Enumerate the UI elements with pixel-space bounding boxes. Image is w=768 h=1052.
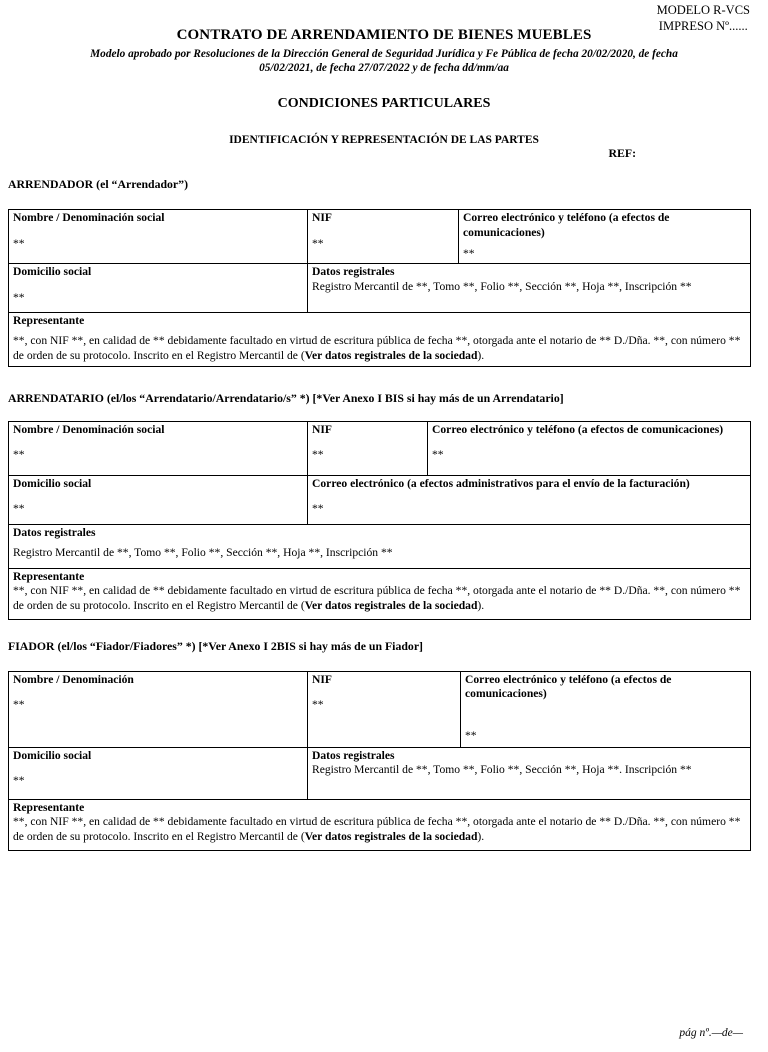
arrendatario-name-cell bbox=[9, 421, 308, 475]
arrendatario-name-value[interactable]: ** bbox=[13, 448, 25, 462]
model-code: MODELO R-VCS bbox=[656, 3, 750, 17]
arrendador-address-cell bbox=[9, 264, 308, 313]
table-row bbox=[9, 799, 751, 850]
fiador-rep-text-part2: ). bbox=[477, 829, 485, 843]
fiador-representative-text bbox=[13, 815, 747, 845]
arrendador-representative-text bbox=[13, 334, 747, 364]
arrendatario-rep-text-part1: **, con NIF **, en calidad de ** debidamente facultado en virtud de escritura pública de fecha **, otorgada ante el notario de ** D./Dña. **, con número ** de orden de su protocolo. Inscrito en el Registro Mercantil de ( bbox=[13, 584, 741, 612]
arrendatario-billing-email-label: Correo electrónico (a efectos administrativos para el envío de la facturación) bbox=[312, 476, 690, 490]
table-row bbox=[9, 264, 751, 313]
fiador-address-label: Domicilio social bbox=[13, 748, 92, 762]
subsection-title: IDENTIFICACIÓN Y REPRESENTACIÓN DE LAS PARTES bbox=[229, 134, 539, 147]
table-row bbox=[9, 747, 751, 799]
arrendatario-address-value[interactable]: ** bbox=[13, 502, 25, 516]
fiador-name-cell bbox=[9, 671, 308, 747]
table-row bbox=[9, 671, 751, 747]
fiador-name-label: Nombre / Denominación bbox=[13, 672, 134, 686]
arrendador-nif-cell bbox=[308, 210, 459, 264]
arrendatario-nif-cell bbox=[308, 421, 428, 475]
arrendatario-nif-label: NIF bbox=[312, 422, 332, 436]
arrendador-email-cell bbox=[459, 210, 751, 264]
arrendatario-address-cell bbox=[9, 475, 308, 524]
arrendatario-name-label: Nombre / Denominación social bbox=[13, 422, 165, 436]
arrendatario-email-cell bbox=[428, 421, 751, 475]
fiador-email-label: Correo electrónico y teléfono (a efectos de comunicaciones) bbox=[465, 672, 672, 701]
arrendatario-registry-cell bbox=[9, 524, 751, 568]
arrendador-rep-text-bold: Ver datos registrales de la sociedad bbox=[304, 348, 478, 362]
section-title: CONDICIONES PARTICULARES bbox=[277, 96, 491, 112]
arrendador-nif-value[interactable]: ** bbox=[312, 237, 324, 250]
arrendador-heading: ARRENDADOR (el “Arrendador”) bbox=[8, 177, 188, 192]
arrendador-address-value[interactable]: ** bbox=[13, 291, 25, 304]
fiador-address-cell bbox=[9, 747, 308, 799]
fiador-email-value[interactable]: ** bbox=[465, 728, 477, 742]
fiador-nif-cell bbox=[308, 671, 461, 747]
arrendador-address-label: Domicilio social bbox=[13, 265, 92, 279]
document-title: CONTRATO DE ARRENDAMIENTO DE BIENES MUEBLES bbox=[176, 27, 592, 43]
arrendatario-rep-text-bold: Ver datos registrales de la sociedad bbox=[304, 598, 478, 612]
fiador-rep-text-part1: **, con NIF **, en calidad de ** debidamente facultado en virtud de escritura pública de fecha **, otorgada ante el notario de ** D./Dña. **, con número ** de orden de su protocolo. Inscrito en el Registro Mercantil de ( bbox=[13, 815, 741, 843]
arrendador-heading-row bbox=[0, 146, 768, 192]
table-row bbox=[9, 524, 751, 568]
arrendador-nif-label: NIF bbox=[312, 211, 332, 225]
model-identifier-block bbox=[657, 3, 750, 34]
arrendador-registry-cell bbox=[308, 264, 751, 313]
page-footer: pág nº.—de— bbox=[679, 1027, 743, 1039]
document-subtitle: Modelo aprobado por Resoluciones de la Dirección General de Seguridad Jurídica y Fe Pública de fecha 20/02/2020, de fecha 05/02/2021, de fecha 27/07/2022 y de fecha dd/mm/aa bbox=[90, 48, 678, 75]
fiador-table bbox=[8, 671, 751, 851]
arrendador-table bbox=[8, 209, 751, 366]
arrendatario-representative-text bbox=[13, 584, 747, 614]
arrendatario-nif-value[interactable]: ** bbox=[312, 448, 324, 462]
fiador-representative-cell bbox=[9, 799, 751, 850]
arrendador-representative-cell bbox=[9, 313, 751, 366]
arrendatario-table bbox=[8, 421, 751, 620]
fiador-heading: FIADOR (el/los “Fiador/Fiadores” *) [*Ver Anexo I 2BIS si hay más de un Fiador] bbox=[8, 638, 423, 653]
table-row bbox=[9, 421, 751, 475]
arrendador-email-value[interactable]: ** bbox=[463, 246, 475, 260]
fiador-representative-label: Representante bbox=[13, 800, 85, 814]
fiador-address-value[interactable]: ** bbox=[13, 774, 25, 788]
arrendador-name-value[interactable]: ** bbox=[13, 237, 25, 250]
fiador-email-cell bbox=[461, 671, 751, 747]
arrendador-name-cell bbox=[9, 210, 308, 264]
arrendador-rep-text-part2: ). bbox=[477, 348, 485, 362]
table-row bbox=[9, 210, 751, 264]
arrendador-registry-label: Datos registrales bbox=[312, 265, 395, 279]
arrendador-name-label: Nombre / Denominación social bbox=[13, 211, 165, 225]
arrendatario-representative-cell bbox=[9, 568, 751, 619]
arrendatario-rep-text-part2: ). bbox=[477, 598, 485, 612]
impreso-number: IMPRESO Nº...... bbox=[658, 18, 748, 33]
arrendatario-representative-label: Representante bbox=[13, 569, 85, 583]
fiador-registry-label: Datos registrales bbox=[312, 748, 395, 762]
arrendador-email-label: Correo electrónico y teléfono (a efectos de comunicaciones) bbox=[463, 211, 670, 239]
arrendatario-email-label: Correo electrónico y teléfono (a efectos de comunicaciones) bbox=[432, 422, 724, 436]
arrendatario-email-value[interactable]: ** bbox=[432, 448, 444, 462]
arrendador-registry-value[interactable]: Registro Mercantil de **, Tomo **, Folio **, Sección **, Hoja **, Inscripción ** bbox=[312, 280, 692, 293]
ref-label: REF: bbox=[608, 146, 636, 161]
fiador-name-value[interactable]: ** bbox=[13, 698, 25, 712]
fiador-registry-value[interactable]: Registro Mercantil de **, Tomo **, Folio **, Sección **, Hoja **. Inscripción ** bbox=[312, 763, 692, 777]
fiador-heading-row bbox=[0, 620, 768, 654]
arrendatario-billing-email-cell bbox=[308, 475, 751, 524]
table-row bbox=[9, 313, 751, 366]
table-row bbox=[9, 475, 751, 524]
fiador-nif-label: NIF bbox=[312, 672, 332, 686]
arrendador-representative-label: Representante bbox=[13, 314, 85, 328]
fiador-nif-value[interactable]: ** bbox=[312, 698, 324, 712]
fiador-rep-text-bold: Ver datos registrales de la sociedad bbox=[304, 829, 478, 843]
fiador-registry-cell bbox=[308, 747, 751, 799]
arrendatario-registry-label: Datos registrales bbox=[13, 525, 96, 539]
arrendatario-registry-value[interactable]: Registro Mercantil de **, Tomo **, Folio **, Sección **, Hoja **, Inscripción ** bbox=[13, 546, 393, 560]
arrendatario-heading: ARRENDATARIO (el/los “Arrendatario/Arrendatario/s” *) [*Ver Anexo I BIS si hay más de un Arrendatario] bbox=[8, 390, 564, 405]
arrendatario-heading-row bbox=[0, 367, 768, 406]
arrendatario-address-label: Domicilio social bbox=[13, 476, 92, 490]
arrendatario-billing-email-value[interactable]: ** bbox=[312, 502, 324, 516]
table-row bbox=[9, 568, 751, 619]
arrendador-rep-text-part1: **, con NIF **, en calidad de ** debidamente facultado en virtud de escritura pública de fecha **, otorgada ante el notario de ** D./Dña. **, con número ** de orden de su protocolo. Inscrito en el Registro Mercantil de ( bbox=[13, 334, 741, 362]
